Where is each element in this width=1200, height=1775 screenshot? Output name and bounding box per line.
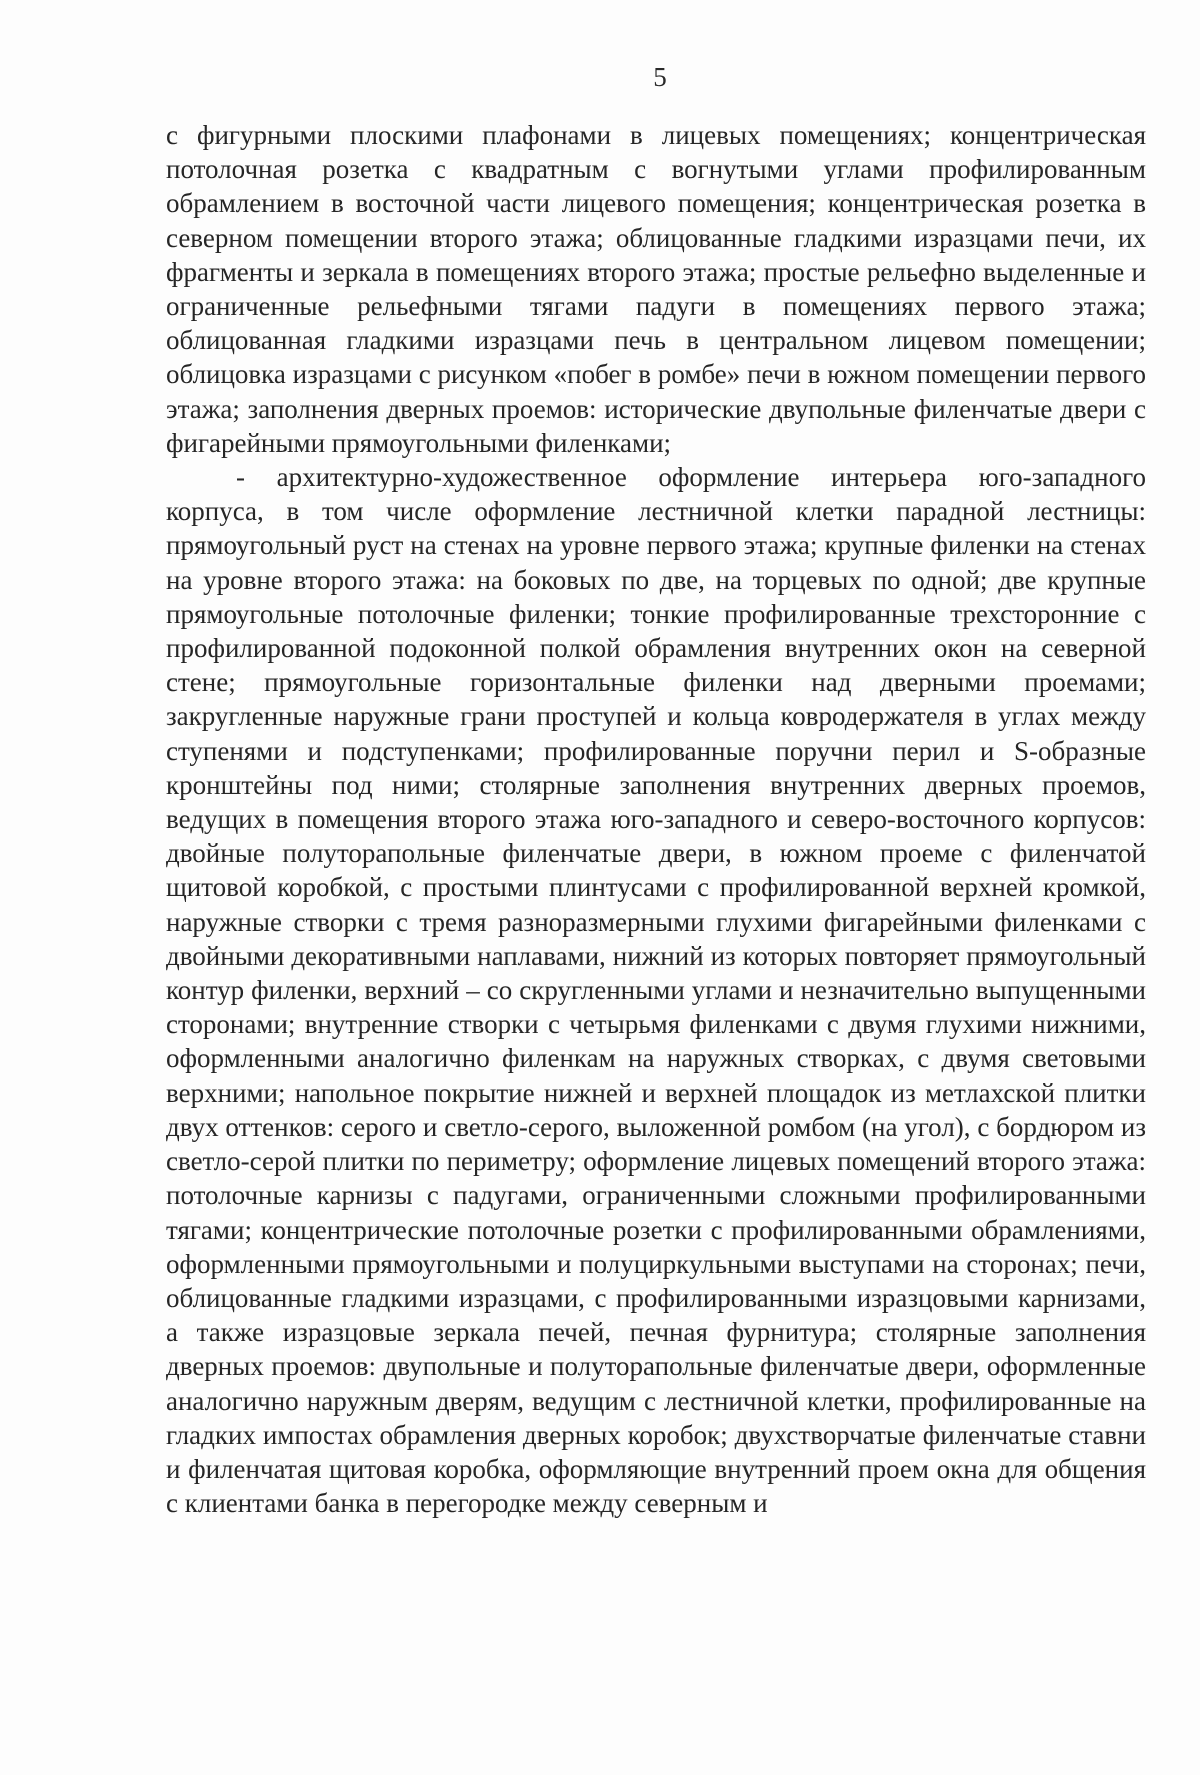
paragraph-southwest-building-interior: - архитектурно-художественное оформление интерьера юго-западного корпуса, в том числе оформление лестничной клетки парадной лестницы: прямоугольный руст на стенах на уровне первого этажа; крупные филенки на стенах на уровне второго этажа: на боковых по две, на торцевых по одной; две крупные прямоугольные потолочные филенки; тонкие профилированные трехсторонние с профилированной подоконной полкой обрамления внутренних окон на северной стене; прямоугольные горизонтальные филенки над дверными проемами; закругленные наружные грани проступей и кольца ковродержателя в углах между ступенями и подступенками; профилированные поручни перил и S-образные кронштейны под ними; столярные заполнения внутренних дверных проемов, ведущих в помещения второго этажа юго-западного и северо-восточного корпусов: двойные полуторапольные филенчатые двери, в южном проеме с филенчатой щитовой коробкой, с простыми плинтусами с профилированной верхней кромкой, наружные створки с тремя разноразмерными глухими фигарейными филенками с двойными декоративными наплавами, нижний из которых повторяет прямоугольный контур филенки, верхний – со скругленными углами и незначительно выпущенными сторонами; внутренние створки с четырьмя филенками с двумя глухими нижними, оформленными аналогично филенкам на наружных створках, с двумя световыми верхними; напольное покрытие нижней и верхней площадок из метлахской плитки двух оттенков: серого и светло-серого, выложенной ромбом (на угол), с бордюром из светло-серой плитки по периметру; оформление лицевых помещений второго этажа: потолочные карнизы с падугами, ограниченными сложными профилированными тягами; концентрические потолочные розетки с профилированными обрамлениями, оформленными прямоугольными и полуциркульными выступами на сторонах; печи, облицованные гладкими изразцами, с профилированными изразцовыми карнизами, а также изразцовые зеркала печей, печная фурнитура; столярные заполнения дверных проемов: двупольные и полуторапольные филенчатые двери, оформленные аналогично наружным дверям, ведущим с лестничной клетки, профилированные на гладких импостах обрамления дверных коробок; двухстворчатые филенчатые ставни и филенчатая щитовая коробка, оформляющие внутренний проем окна для общения с клиентами банка в перегородке между северным и bbox=[166, 462, 1146, 1519]
page-number: 5 bbox=[653, 62, 667, 92]
document-body bbox=[166, 118, 1146, 1520]
paragraph-continuation: с фигурными плоскими плафонами в лицевых помещениях; концентрическая потолочная розетка с квадратным с вогнутыми углами профилированным обрамлением в восточной части лицевого помещения; концентрическая розетка в северном помещении второго этажа; облицованные гладкими изразцами печи, их фрагменты и зеркала в помещениях второго этажа; простые рельефно выделенные и ограниченные рельефными тягами падуги в помещениях первого этажа; облицованная гладкими изразцами печь в центральном лицевом помещении; облицовка изразцами с рисунком «побег в ромбе» печи в южном помещении первого этажа; заполнения дверных проемов: исторические двупольные филенчатые двери с фигарейными прямоугольными филенками; bbox=[166, 120, 1146, 458]
